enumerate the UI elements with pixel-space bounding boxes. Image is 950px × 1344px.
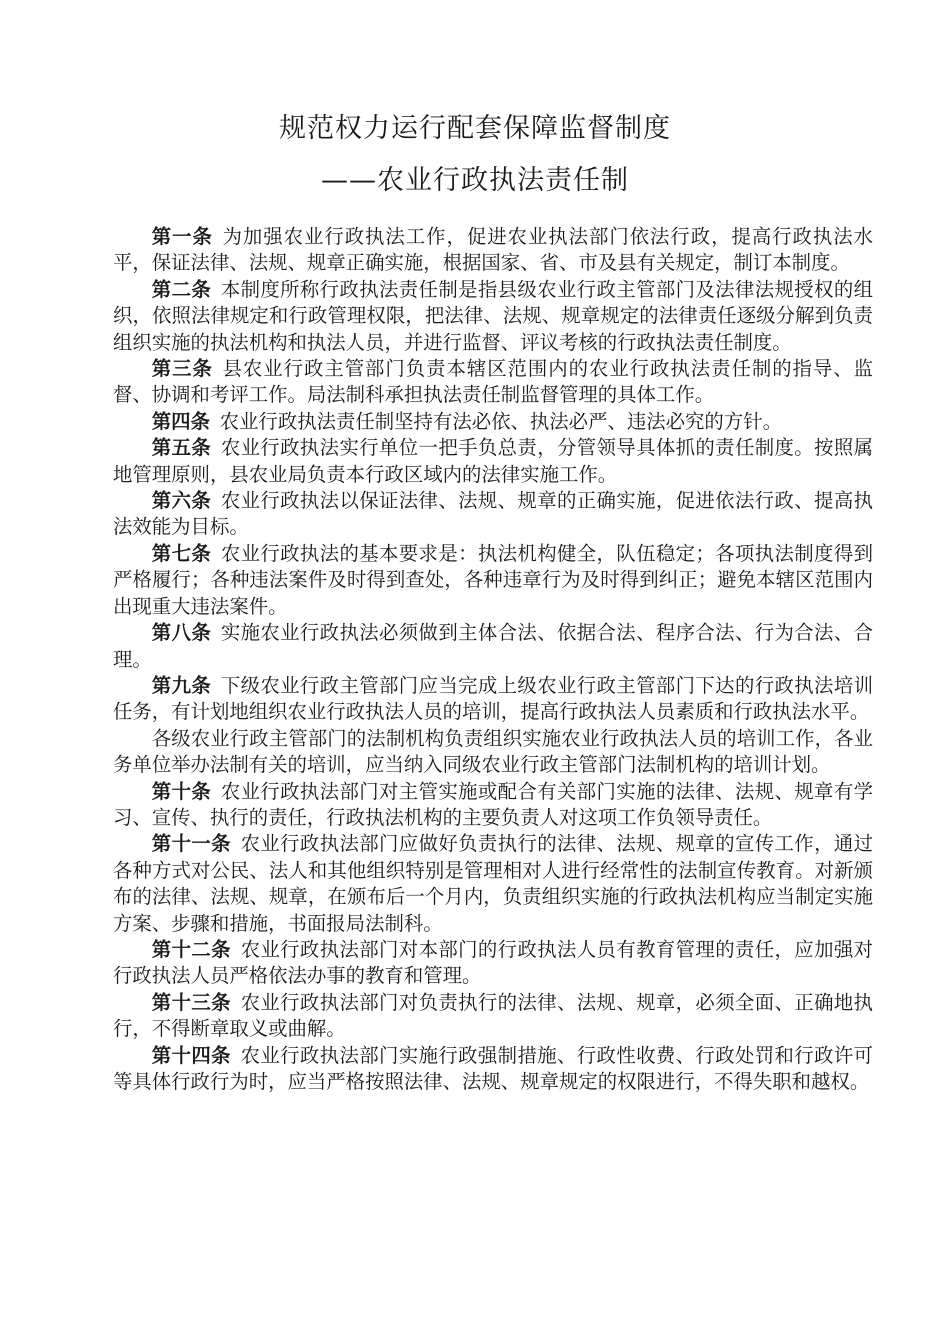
article-text: 农业行政执法部门对负责执行的法律、法规、规章，必须全面、正确地执行，不得断章取义或曲解。 bbox=[113, 990, 874, 1041]
document-subtitle: ——农业行政执法责任制 bbox=[321, 165, 629, 196]
article-label: 第十二条 bbox=[151, 937, 231, 961]
article-2 bbox=[113, 277, 873, 356]
article-text: 各级农业行政主管部门的法制机构负责组织实施农业行政执法人员的培训工作，各业务单位举办法制有关的培训，应当纳入同级农业行政主管部门法制机构的培训计划。 bbox=[113, 726, 873, 777]
article-1 bbox=[113, 224, 873, 277]
article-text: 农业行政执法责任制坚持有法必依、执法必严、违法必究的方针。 bbox=[219, 409, 782, 433]
article-5 bbox=[113, 435, 873, 488]
article-label: 第二条 bbox=[151, 277, 212, 301]
article-label: 第一条 bbox=[151, 225, 213, 248]
article-label: 第十三条 bbox=[151, 990, 231, 1014]
article-label: 第七条 bbox=[151, 541, 212, 565]
article-text: 农业行政执法以保证法律、法规、规章的正确实施，促进依法行政、提高执法效能为目标。 bbox=[113, 489, 874, 539]
article-text: 下级农业行政主管部门应当完成上级农业行政主管部门下达的行政执法培训任务，有计划地组织农业行政执法人员的培训，提高行政执法人员素质和行政执法水平。 bbox=[113, 673, 874, 724]
article-6 bbox=[113, 488, 873, 541]
article-7 bbox=[113, 541, 873, 620]
article-text: 本制度所称行政执法责任制是指县级农业行政主管部门及法律法规授权的组织，依照法律规定和行政管理权限，把法律、法规、规章规定的法律责任逐级分解到负责组织实施的执法机构和执法人员，并进行监督、评议考核的行政执法责任制度。 bbox=[113, 277, 874, 354]
article-text: 农业行政执法的基本要求是：执法机构健全，队伍稳定；各项执法制度得到严格履行；各种违法案件及时得到查处，各种违章行为及时得到纠正；避免本辖区范围内出现重大违法案件。 bbox=[113, 541, 874, 618]
article-label: 第十条 bbox=[151, 779, 212, 803]
article-label: 第十四条 bbox=[151, 1043, 231, 1067]
article-text: 为加强农业行政执法工作，促进农业执法部门依法行政，提高行政执法水平，保证法律、法规、规章正确实施，根据国家、省、市及县有关规定，制订本制度。 bbox=[113, 225, 874, 275]
article-10 bbox=[113, 779, 873, 832]
article-text: 实施农业行政执法必须做到主体合法、依据合法、程序合法、行为合法、合理。 bbox=[113, 621, 874, 671]
article-label: 第三条 bbox=[151, 357, 213, 381]
article-text: 农业行政执法部门应做好负责执行的法律、法规、规章的宣传工作，通过各种方式对公民、法人和其他组织特别是管理相对人进行经常性的法制宣传教育。对新颁布的法律、法规、规章，在颁布后一个月内，负责组织实施的行政执法机构应当制定实施方案、步骤和措施，书面报局法制科。 bbox=[113, 832, 874, 935]
article-text: 农业行政执法部门实施行政强制措施、行政性收费、行政处罚和行政许可等具体行政行为时，应当严格按照法律、法规、规章规定的权限进行，不得失职和越权。 bbox=[113, 1043, 874, 1093]
article-11 bbox=[113, 831, 873, 937]
article-label: 第四条 bbox=[151, 409, 210, 433]
article-label: 第五条 bbox=[151, 436, 212, 460]
article-13 bbox=[113, 990, 873, 1043]
article-8 bbox=[113, 620, 873, 673]
article-text: 县农业行政主管部门负责本辖区范围内的农业行政执法责任制的指导、监督、协调和考评工作。局法制科承担执法责任制监督管理的具体工作。 bbox=[113, 357, 874, 407]
article-label: 第九条 bbox=[151, 673, 212, 697]
article-4 bbox=[113, 409, 873, 435]
article-text: 农业行政执法部门对主管实施或配合有关部门实施的法律、法规、规章有学习、宣传、执行的责任，行政执法机构的主要负责人对这项工作负领导责任。 bbox=[113, 779, 874, 829]
article-12 bbox=[113, 937, 873, 990]
article-9 bbox=[113, 673, 873, 726]
article-label: 第八条 bbox=[151, 621, 212, 645]
article-9-continuation bbox=[113, 726, 873, 779]
article-14 bbox=[113, 1043, 873, 1096]
article-label: 第十一条 bbox=[151, 832, 231, 856]
article-text: 农业行政执法部门对本部门的行政执法人员有教育管理的责任，应加强对行政执法人员严格依法办事的教育和管理。 bbox=[113, 937, 874, 988]
document-body bbox=[113, 224, 873, 1095]
article-3 bbox=[113, 356, 873, 409]
document-title: 规范权力运行配套保障监督制度 bbox=[279, 113, 671, 144]
article-label: 第六条 bbox=[151, 489, 212, 513]
article-text: 农业行政执法实行单位一把手负总责，分管领导具体抓的责任制度。按照属地管理原则，县农业局负责本行政区域内的法律实施工作。 bbox=[113, 436, 874, 486]
